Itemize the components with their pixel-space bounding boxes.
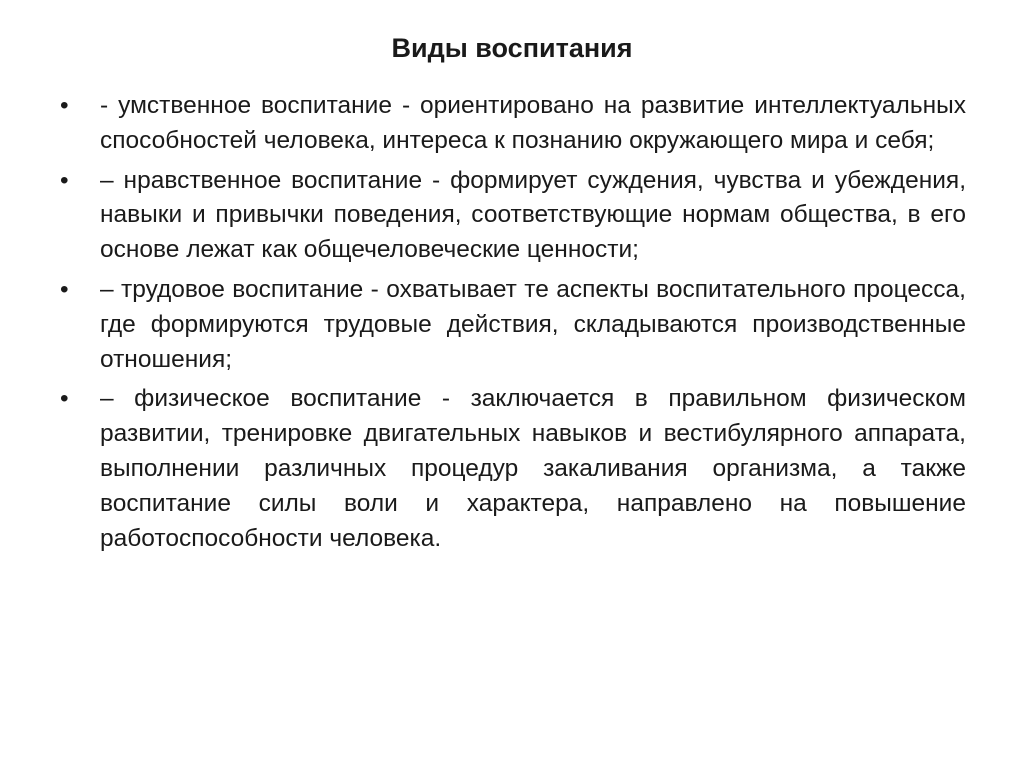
list-item-text: – физическое воспитание - заключается в правильном физическом развитии, тренировке двигательных навыков и вестибулярного аппарата, выполнении различных процедур закаливания организма, а также воспитание силы воли и характера, направлено на повышение работоспособности человека.	[100, 385, 966, 552]
list-item-physical	[56, 382, 966, 556]
bullet-icon: •	[60, 92, 69, 119]
bullet-icon: •	[60, 166, 69, 194]
list-item-labor	[56, 273, 966, 377]
list-item-text: – нравственное воспитание - формирует суждения, чувства и убеждения, навыки и привычки поведения, соответствующие нормам общества, в его основе лежат как общечеловеческие ценности;	[100, 166, 966, 264]
list-item-moral	[56, 164, 966, 268]
list-item-text: - умственное воспитание - ориентировано на развитие интеллектуальных способностей человека, интереса к познанию окружающего мира и себя;	[100, 92, 966, 154]
list-item-mental	[56, 89, 966, 159]
bullet-icon: •	[60, 275, 69, 303]
list-item-text: – трудовое воспитание - охватывает те аспекты воспитательного процесса, где формируются трудовые действия, складываются производственные отношения;	[100, 275, 966, 373]
bullet-icon: •	[60, 385, 69, 413]
bullet-list	[56, 89, 966, 561]
slide-title: Виды воспитания	[391, 33, 633, 63]
